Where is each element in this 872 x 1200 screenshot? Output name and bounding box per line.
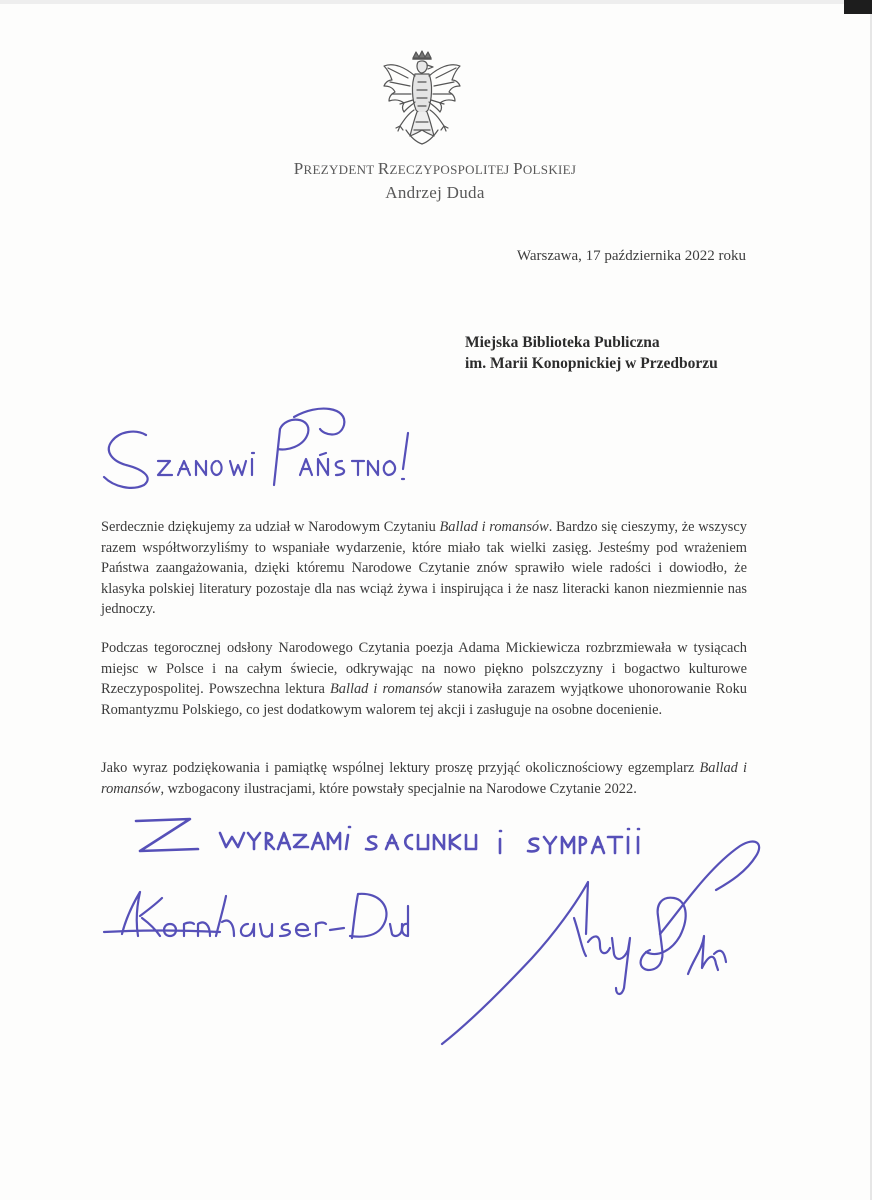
paragraph-2 <box>101 638 747 720</box>
addressee-line-2: im. Marii Konopnickiej w Przedborzu <box>465 355 718 372</box>
president-name: Andrzej Duda <box>385 183 485 202</box>
paragraph-3-text <box>101 758 747 799</box>
paragraph-1 <box>101 517 747 620</box>
p2-text-b: stanowiła zarazem wyjątkowe uhonorowanie Roku Romantyzmu Polskiego, co jest dodatkowym walorem tej akcji i zasługuje na osobne docenienie. <box>101 681 747 718</box>
paragraph-2-text <box>101 638 747 720</box>
p3-book-title: Ballad i romansów <box>101 760 747 797</box>
office-title-rest-1: REZYDENT <box>303 162 378 177</box>
p3-text-b: , wzbogacony ilustracjami, które powstały specjalnie na Narodowe Czytanie 2022. <box>160 780 637 797</box>
signature-kornhauser-duda <box>100 880 420 950</box>
letter-date: Warszawa, 17 października 2022 roku <box>516 248 746 264</box>
eagle-emblem-icon <box>378 50 466 146</box>
scan-edge-top <box>0 0 872 4</box>
handwritten-greeting <box>98 395 418 495</box>
paragraph-3 <box>101 758 747 799</box>
office-title-initial-1: P <box>293 159 304 178</box>
p2-book-title: Ballad i romansów <box>329 681 442 698</box>
p1-text-a: Serdecznie dziękujemy za udział w Narodowym Czytaniu <box>101 519 440 535</box>
p2-text-a: Podczas tegorocznej odsłony Narodowego Czytania poezja Adama Mickiewicza rozbrzmiewała w tysiącach miejsc w Polsce i na całym świecie, odkrywając na nowo piękno polszczyzny i bogactwo kulturowe Rzeczypospolitej. Powszechna lektura <box>101 640 747 698</box>
office-title-initial-2: R <box>377 159 390 178</box>
addressee <box>465 332 718 374</box>
paragraph-1-text <box>101 517 747 620</box>
p1-book-title: Ballad i romansów <box>439 519 549 535</box>
p1-text-b: . Bardzo się cieszymy, że wszyscy razem współtworzyliśmy to wspaniałe wydarzenie, które miało tak wielki zasięg. Jesteśmy pod wrażeniem Państwa zaangażowania, dzięki któremu Narodowe Czytanie znów sprawiło wiele radości i dowiodło, że klasyka polskiej literatury pozostaje dla nas wciąż żywa i inspirująca i że nasz literacki kanon niezmiennie nas jednoczy. <box>101 519 747 618</box>
scan-corner-shadow <box>844 0 872 14</box>
office-title-rest-3: OLSKIEJ <box>522 162 577 177</box>
office-title-initial-3: P <box>513 159 523 178</box>
office-title <box>200 159 670 179</box>
addressee-line-1: Miejska Biblioteka Publiczna <box>465 334 660 351</box>
p3-text-a: Jako wyraz podziękowania i pamiątkę wspólnej lektury proszę przyjąć okolicznościowy egzemplarz <box>101 760 700 776</box>
signature-president <box>440 838 780 1053</box>
office-title-rest-2: ZECZYPOSPOLITEJ <box>389 162 514 177</box>
